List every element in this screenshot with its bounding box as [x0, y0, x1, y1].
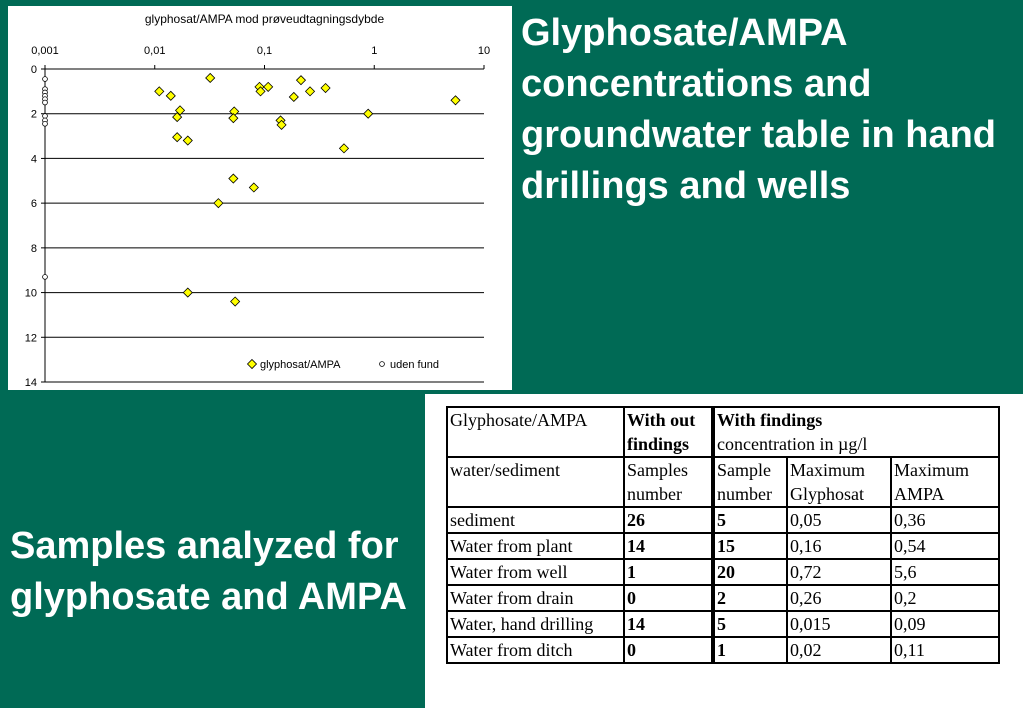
data-point-diamond	[183, 136, 192, 145]
x-tick-label: 0,001	[31, 45, 59, 57]
data-point-diamond	[206, 73, 215, 82]
table-cell: Maximum AMPA	[891, 457, 999, 507]
table-cell: 0	[624, 585, 713, 611]
table-subheader-row	[447, 457, 999, 507]
table-cell: 0,72	[787, 559, 891, 585]
data-point-diamond	[289, 92, 298, 101]
legend-marker-diamond	[248, 360, 257, 369]
table-cell: 0,2	[891, 585, 999, 611]
table-row	[447, 637, 999, 663]
data-point-diamond	[173, 133, 182, 142]
data-point-diamond	[364, 109, 373, 118]
y-tick-label: 0	[30, 64, 37, 76]
table-cell: 14	[624, 533, 713, 559]
data-point-diamond	[296, 76, 305, 85]
group-header-subtitle: concentration in µg/l	[717, 434, 868, 454]
y-tick-label: 6	[30, 198, 37, 211]
slide-title: Glyphosate/AMPA concentrations and groundwater table in hand drillings and wells	[521, 12, 997, 207]
x-tick-label: 1	[371, 45, 378, 57]
table-cell: 20	[713, 559, 787, 585]
x-tick-label: 0,1	[256, 45, 273, 57]
table-cell: Water from plant	[447, 533, 624, 559]
table-cell: 0,11	[891, 637, 999, 663]
table-row	[447, 559, 999, 585]
table-cell: 0	[624, 637, 713, 663]
table-cell: 0,015	[787, 611, 891, 637]
table-header-row	[447, 407, 999, 457]
table-cell: Water from drain	[447, 585, 624, 611]
data-point-diamond	[264, 82, 273, 91]
data-point-diamond	[339, 144, 348, 153]
table-cell: 2	[713, 585, 787, 611]
x-tick-label: 0,01	[144, 45, 166, 57]
table-cell: Maximum Glyphosat	[787, 457, 891, 507]
table-cell: 26	[624, 507, 713, 533]
table-row	[447, 533, 999, 559]
table-header-cell: With out findings	[624, 407, 713, 457]
legend-label: uden fund	[390, 359, 439, 371]
data-point-diamond	[166, 91, 175, 100]
table-cell: sediment	[447, 507, 624, 533]
table-cell: Sample number	[713, 457, 787, 507]
y-tick-label: 8	[30, 242, 37, 255]
table-cell: 0,54	[891, 533, 999, 559]
data-point-circle	[43, 121, 48, 126]
data-point-diamond	[231, 297, 240, 306]
chart-title: glyphosat/AMPA mod prøveudtagningsdybde	[144, 12, 385, 26]
table-cell: 14	[624, 611, 713, 637]
samples-table	[446, 406, 1000, 664]
data-point-circle	[43, 100, 48, 105]
table-panel	[425, 394, 1023, 708]
data-point-diamond	[229, 114, 238, 123]
table-cell: 0,05	[787, 507, 891, 533]
legend-marker-circle	[380, 362, 385, 367]
table-cell: 5	[713, 507, 787, 533]
data-point-diamond	[214, 199, 223, 208]
table-cell: 1	[713, 637, 787, 663]
table-row	[447, 585, 999, 611]
table-cell: 0,26	[787, 585, 891, 611]
table-cell: 0,09	[891, 611, 999, 637]
table-cell: 0,36	[891, 507, 999, 533]
table-cell: Water, hand drilling	[447, 611, 624, 637]
y-tick-label: 10	[24, 287, 37, 300]
y-tick-label: 12	[24, 332, 37, 345]
table-cell: 15	[713, 533, 787, 559]
table-cell: 1	[624, 559, 713, 585]
table-cell: 5	[713, 611, 787, 637]
table-cell: 0,16	[787, 533, 891, 559]
table-cell: Samples number	[624, 457, 713, 507]
data-point-circle	[43, 275, 48, 280]
data-point-diamond	[306, 87, 315, 96]
table-cell: 0,02	[787, 637, 891, 663]
table-cell: Water from well	[447, 559, 624, 585]
chart-panel	[8, 6, 512, 390]
data-point-diamond	[183, 288, 192, 297]
table-header-cell: Glyphosate/AMPA	[447, 407, 624, 457]
data-point-diamond	[249, 183, 258, 192]
data-point-diamond	[229, 174, 238, 183]
group-header-title: With findings	[717, 410, 823, 430]
table-cell: 5,6	[891, 559, 999, 585]
table-row	[447, 611, 999, 637]
x-tick-label: 10	[477, 45, 491, 57]
legend-label: glyphosat/AMPA	[260, 359, 341, 371]
data-point-diamond	[451, 96, 460, 105]
table-cell: water/sediment	[447, 457, 624, 507]
y-tick-label: 14	[24, 377, 37, 389]
y-tick-label: 2	[30, 108, 37, 121]
slide-subtitle: Samples analyzed for glyphosate and AMPA	[10, 525, 407, 618]
data-point-diamond	[321, 84, 330, 93]
y-tick-label: 4	[30, 153, 37, 166]
table-row	[447, 507, 999, 533]
data-point-circle	[43, 77, 48, 82]
scatter-chart	[8, 6, 512, 390]
data-point-diamond	[155, 87, 164, 96]
table-header-group	[713, 407, 999, 457]
table-cell: Water from ditch	[447, 637, 624, 663]
